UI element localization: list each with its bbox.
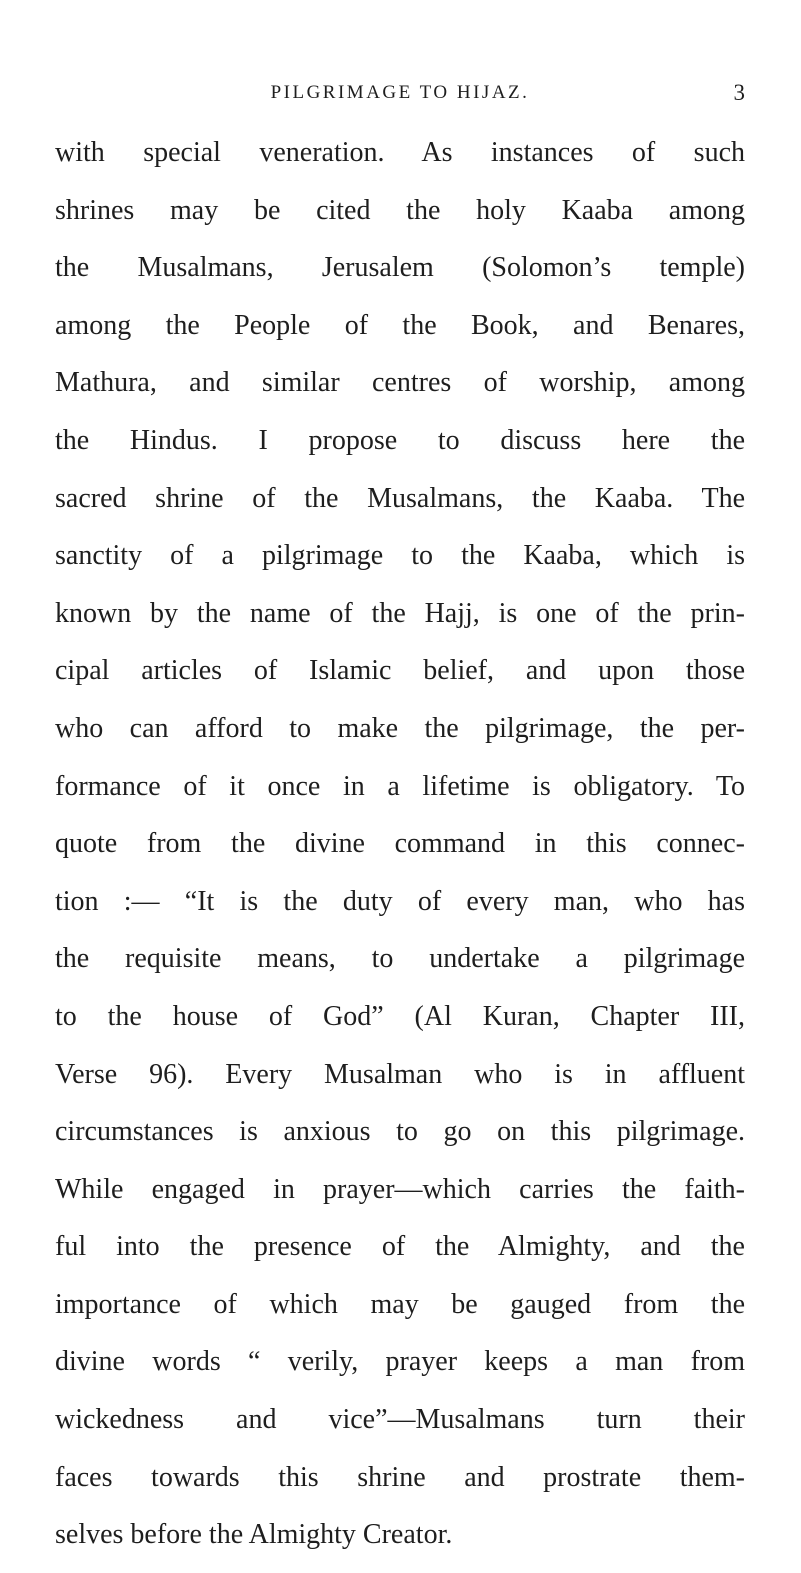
text-line: with special veneration. As instances of such [55,137,745,168]
text-line: tion :— “It is the duty of every man, who has [55,885,745,917]
running-head [55,78,745,108]
text-line: ful into the presence of the Almighty, and the [55,1231,745,1263]
text-line: sanctity of a pilgrimage to the Kaaba, which is [55,540,745,572]
page-number: 3 [733,80,745,105]
text-line: the Musalmans, Jerusalem (Solomon’s temple) [55,252,745,284]
text-line: the Hindus. I propose to discuss here the [55,424,745,456]
text-line: faces towards this shrine and prostrate them- [55,1461,745,1493]
text-line: cipal articles of Islamic belief, and upon those [55,655,745,687]
text-line: the requisite means, to undertake a pilgrimage [55,943,745,975]
text-line: wickedness and vice”—Musalmans turn their [55,1404,745,1436]
text-line: formance of it once in a lifetime is obligatory. To [55,770,745,802]
text-line: importance of which may be gauged from the [55,1288,745,1320]
text-line: known by the name of the Hajj, is one of the prin- [55,597,745,629]
text-line: to the house of God” (Al Kuran, Chapter III, [55,1000,745,1032]
text-line: divine words “ verily, prayer keeps a man from [55,1346,745,1378]
text-line: quote from the divine command in this connec- [55,828,745,860]
text-line: shrines may be cited the holy Kaaba among [55,194,745,226]
text-line: Mathura, and similar centres of worship, among [55,367,745,399]
running-title: PILGRIMAGE TO HIJAZ. [270,82,530,103]
text-line: While engaged in prayer—which carries the faith- [55,1173,745,1205]
text-line: sacred shrine of the Musalmans, the Kaaba. The [55,482,745,514]
text-line: circumstances is anxious to go on this pilgrimage. [55,1116,745,1148]
text-line: who can afford to make the pilgrimage, the per- [55,712,745,744]
body-paragraph [55,133,745,1573]
text-line-last: selves before the Almighty Creator. [55,1519,453,1551]
text-line: Verse 96). Every Musalman who is in affluent [55,1058,745,1090]
text-line: among the People of the Book, and Benares, [55,309,745,341]
